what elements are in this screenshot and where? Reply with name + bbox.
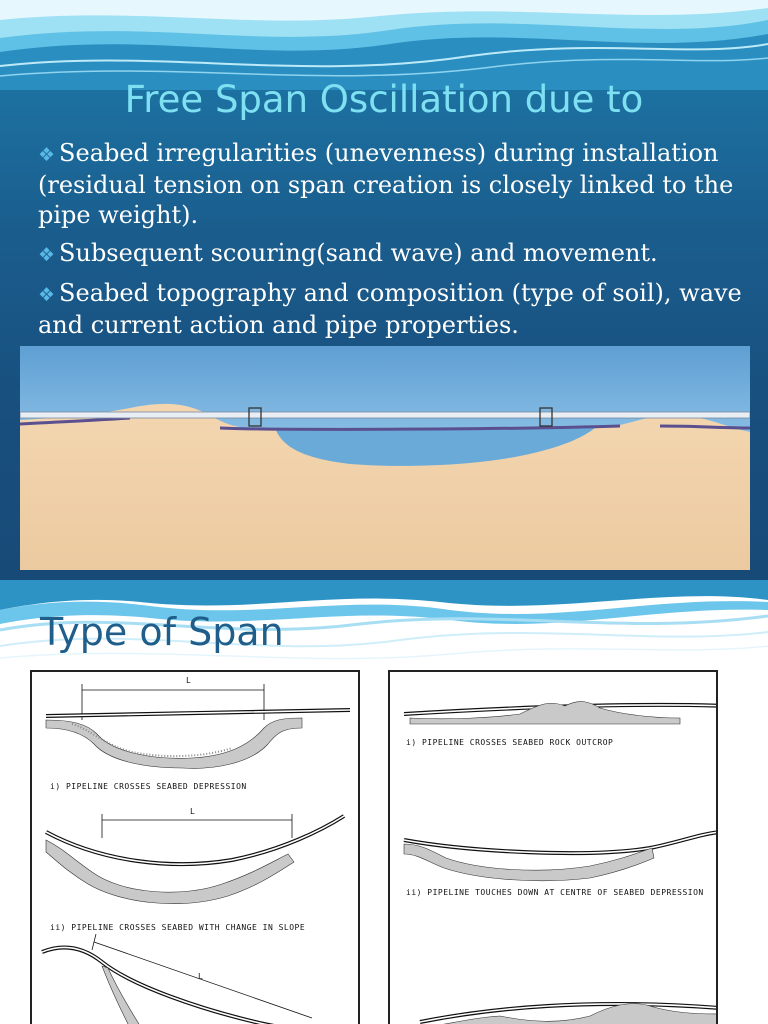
diamond-bullet-icon: ❖: [38, 144, 56, 166]
bullet-text: Subsequent scouring(sand wave) and movement.: [59, 239, 658, 267]
bullet-item: [38, 278, 750, 340]
bullet-text: Seabed irregularities (unevenness) during installation (residual tension on span creation is closely linked to the pipe weight).: [38, 139, 734, 229]
slide-title: Free Span Oscillation due to: [124, 78, 644, 121]
span-length-label: L: [198, 972, 204, 981]
figure-caption: ii) PIPELINE TOUCHES DOWN AT CENTRE OF SEABED DEPRESSION: [406, 888, 704, 897]
bullet-text: Seabed topography and composition (type of soil), wave and current action and pipe properties.: [38, 279, 742, 339]
bullet-item: [38, 138, 750, 230]
figure-caption: ii) PIPELINE CROSSES SEABED WITH CHANGE IN SLOPE: [50, 923, 306, 932]
figure-caption: i) PIPELINE CROSSES SEABED ROCK OUTCROP: [406, 738, 614, 747]
diamond-bullet-icon: ❖: [38, 284, 56, 306]
diamond-bullet-icon: ❖: [38, 244, 56, 266]
top-wave-decoration: [0, 0, 768, 90]
span-diagrams: [32, 672, 358, 1024]
span-diagram-panel-right: [388, 670, 718, 1024]
free-span-illustration: [20, 346, 750, 570]
slide-title: Type of Span: [40, 610, 284, 654]
bullet-item: [38, 238, 750, 270]
bullet-list: [38, 138, 750, 348]
span-length-label: L: [190, 807, 196, 816]
figure-caption: i) PIPELINE CROSSES SEABED DEPRESSION: [50, 782, 247, 791]
span-diagram-panel-left: [30, 670, 360, 1024]
slide-type-of-span: [0, 580, 768, 1024]
span-length-label: L: [186, 676, 192, 685]
span-diagrams: [390, 672, 716, 1024]
